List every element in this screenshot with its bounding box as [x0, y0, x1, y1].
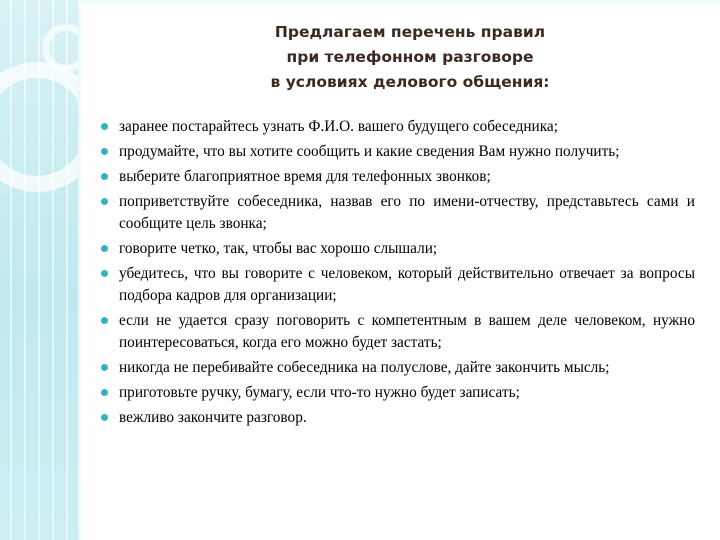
page-title	[190, 20, 630, 95]
list-item	[100, 141, 695, 163]
rule-text: говорите четко, так, чтобы вас хорошо слышали;	[119, 240, 438, 257]
bullet-icon	[101, 389, 108, 396]
rule-text: заранее постарайтесь узнать Ф.И.О. вашего будущего собеседника;	[119, 118, 558, 135]
list-item	[100, 407, 695, 429]
slide-edge	[78, 0, 84, 540]
list-item	[100, 263, 695, 307]
bullet-icon	[101, 173, 108, 180]
bullet-icon	[101, 414, 108, 421]
list-item	[100, 310, 695, 354]
title-line: Предлагаем перечень правил	[274, 23, 546, 41]
decorative-side-panel	[0, 0, 78, 540]
rule-text: если не удается сразу поговорить с компетентным в вашем деле человеком, нужно поинтересоваться, когда его можно будет застать;	[119, 312, 695, 351]
bullet-icon	[101, 317, 108, 324]
bullet-icon	[101, 270, 108, 277]
list-item	[100, 238, 695, 260]
rule-text: приготовьте ручку, бумагу, если что-то нужно будет записать;	[119, 384, 520, 401]
title-line: в условиях делового общения:	[270, 73, 550, 91]
bullet-icon	[101, 123, 108, 130]
list-item	[100, 191, 695, 235]
list-item	[100, 166, 695, 188]
bullet-icon	[101, 364, 108, 371]
rule-text: продумайте, что вы хотите сообщить и какие сведения Вам нужно получить;	[119, 143, 620, 160]
rule-text: выберите благоприятное время для телефонных звонков;	[119, 168, 491, 185]
bullet-icon	[101, 198, 108, 205]
list-item	[100, 357, 695, 379]
title-line: при телефонном разговоре	[286, 48, 534, 66]
rules-list	[100, 116, 695, 432]
rule-text: поприветствуйте собеседника, назвав его по имени-отчеству, представьтесь сами и сообщите цель звонка;	[119, 193, 695, 232]
rule-text: никогда не перебивайте собеседника на полуслове, дайте закончить мысль;	[119, 359, 610, 376]
rule-text: убедитесь, что вы говорите с человеком, который действительно отвечает за вопросы подбора кадров для организации;	[119, 265, 695, 304]
list-item	[100, 116, 695, 138]
decorative-ring-large	[0, 62, 78, 192]
bullet-icon	[101, 148, 108, 155]
slide-top-edge	[78, 0, 720, 8]
list-item	[100, 382, 695, 404]
bullet-icon	[101, 245, 108, 252]
rule-text: вежливо закончите разговор.	[119, 409, 307, 426]
